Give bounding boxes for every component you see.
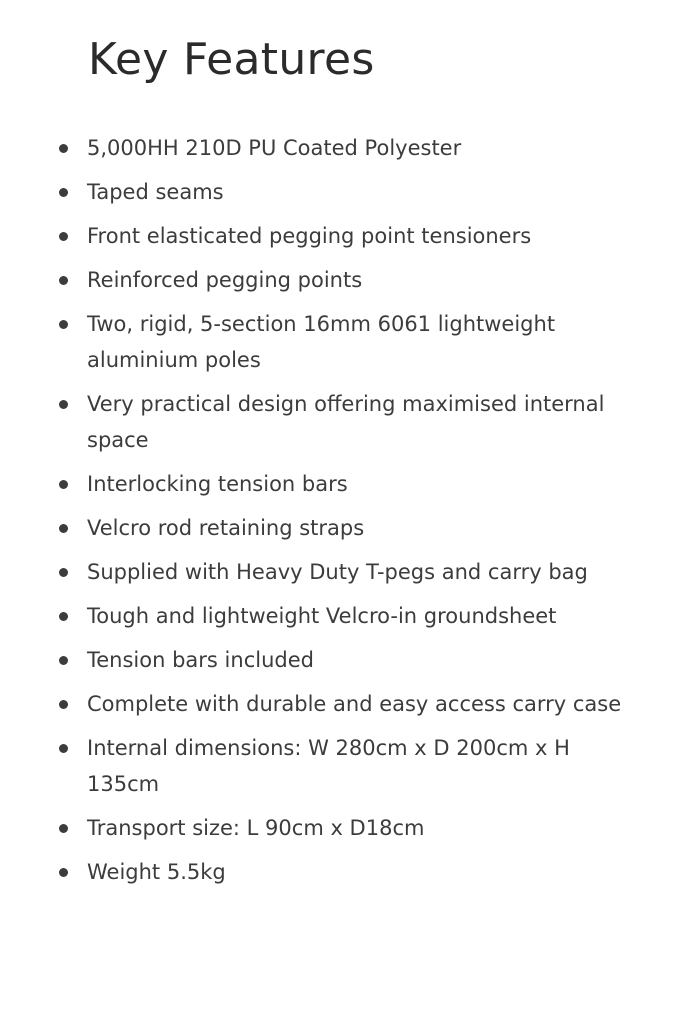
feature-text: Very practical design offering maximised internal space <box>87 392 605 452</box>
bullet-icon <box>59 744 68 753</box>
list-item <box>0 598 682 634</box>
feature-text: Velcro rod retaining straps <box>87 516 365 540</box>
page-title: Key Features <box>88 34 375 85</box>
bullet-icon <box>59 568 68 577</box>
list-item <box>0 130 682 166</box>
feature-text: Interlocking tension bars <box>87 472 348 496</box>
bullet-icon <box>59 276 68 285</box>
list-item <box>0 686 682 722</box>
list-item <box>0 854 682 890</box>
bullet-icon <box>59 144 68 153</box>
list-item <box>0 306 682 378</box>
list-item <box>0 730 682 802</box>
list-item <box>0 466 682 502</box>
list-item <box>0 262 682 298</box>
feature-text: 5,000HH 210D PU Coated Polyester <box>87 136 462 160</box>
bullet-icon <box>59 700 68 709</box>
list-item <box>0 218 682 254</box>
bullet-icon <box>59 868 68 877</box>
bullet-icon <box>59 232 68 241</box>
bullet-icon <box>59 480 68 489</box>
bullet-icon <box>59 524 68 533</box>
feature-text: Taped seams <box>87 180 224 204</box>
list-item <box>0 510 682 546</box>
feature-text: Transport size: L 90cm x D18cm <box>87 816 425 840</box>
feature-text: Tough and lightweight Velcro-in groundsheet <box>87 604 557 628</box>
bullet-icon <box>59 320 68 329</box>
feature-text: Internal dimensions: W 280cm x D 200cm x H 135cm <box>87 736 570 796</box>
bullet-icon <box>59 656 68 665</box>
feature-text: Reinforced pegging points <box>87 268 363 292</box>
feature-text: Two, rigid, 5-section 16mm 6061 lightweight aluminium poles <box>87 312 556 372</box>
feature-text: Front elasticated pegging point tensioners <box>87 224 532 248</box>
feature-text: Tension bars included <box>87 648 314 672</box>
bullet-icon <box>59 612 68 621</box>
feature-text: Complete with durable and easy access carry case <box>87 692 622 716</box>
feature-text: Supplied with Heavy Duty T-pegs and carry bag <box>87 560 588 584</box>
list-item <box>0 386 682 458</box>
list-item <box>0 810 682 846</box>
bullet-icon <box>59 188 68 197</box>
bullet-icon <box>59 400 68 409</box>
feature-text: Weight 5.5kg <box>87 860 226 884</box>
feature-list <box>0 130 682 898</box>
list-item <box>0 174 682 210</box>
list-item <box>0 642 682 678</box>
bullet-icon <box>59 824 68 833</box>
list-item <box>0 554 682 590</box>
